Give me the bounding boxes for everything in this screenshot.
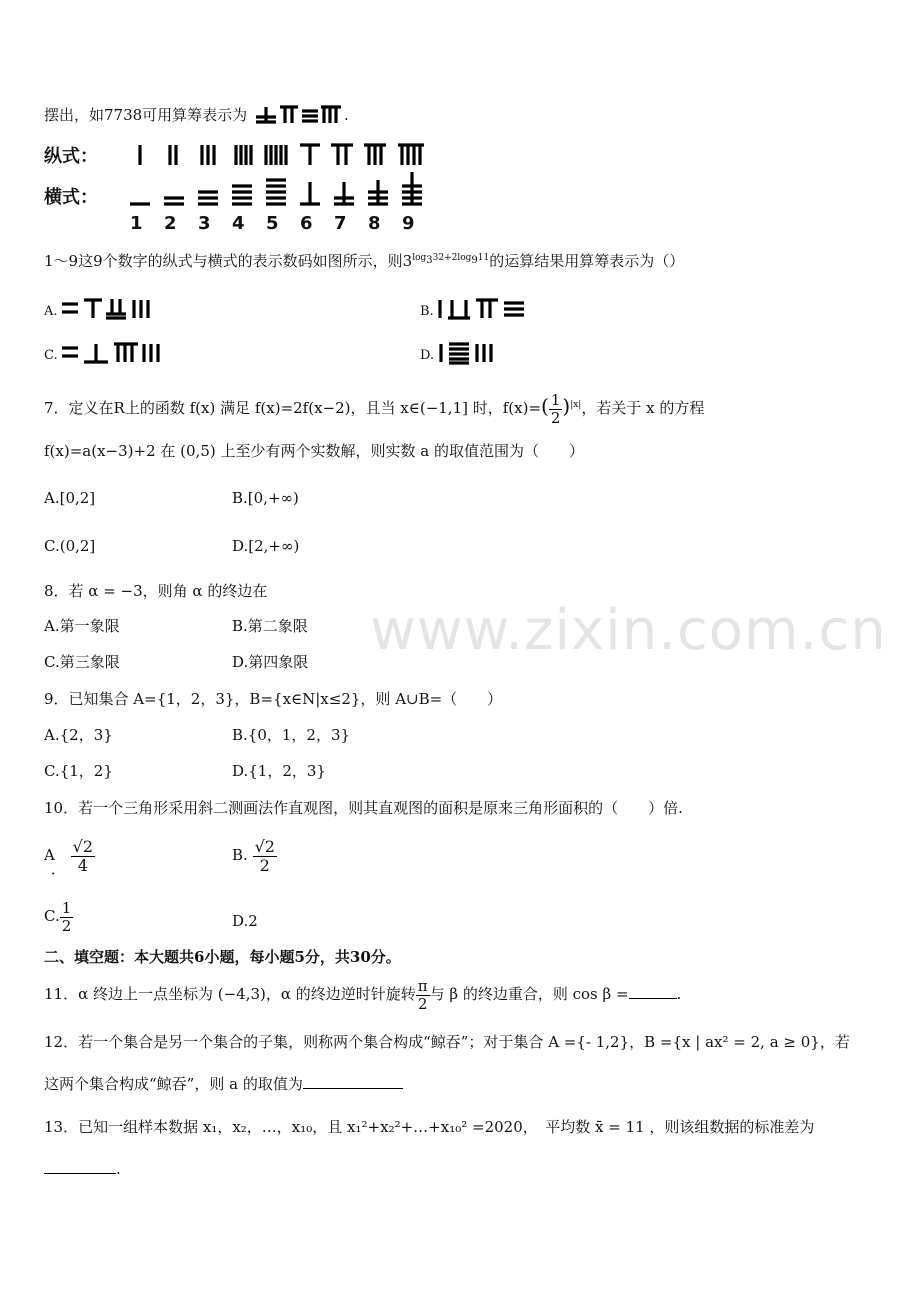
q7-frac	[549, 392, 563, 426]
q7-option-b[interactable]: B.[0,+∞)	[232, 489, 299, 507]
rod-option-b-icon	[438, 297, 548, 321]
intro-end: .	[343, 106, 349, 124]
intro-text: 摆出，如7738可用算筹表示为	[44, 106, 248, 124]
q10-a-den: 4	[77, 855, 88, 875]
q12-answer-blank[interactable]	[303, 1088, 403, 1089]
q7-option-d[interactable]: D.[2,+∞)	[232, 537, 300, 555]
q10-a-num: √2	[72, 837, 94, 856]
digit-6: 6	[300, 213, 313, 234]
q8-option-b[interactable]: B.第二象限	[232, 617, 308, 635]
q11-pre: 11．α 终边上一点坐标为 (−4,3)，α 的终边逆时针旋转	[44, 985, 416, 1003]
q8-option-a[interactable]: A.第一象限	[44, 617, 120, 635]
q6-exp-end: 11	[477, 253, 490, 263]
intro-line	[44, 103, 349, 125]
q7-frac-num: 1	[550, 391, 561, 409]
q11-frac	[416, 978, 430, 1012]
q8-option-c[interactable]: C.第三象限	[44, 653, 120, 671]
digit-4: 4	[232, 213, 245, 234]
q10-stem: 10．若一个三角形采用斜二测画法作直观图，则其直观图的面积是原来三角形面积的（ ）倍.	[44, 799, 683, 817]
q10-option-b[interactable]	[232, 838, 277, 874]
digit-7: 7	[334, 213, 347, 234]
rod-option-d-icon	[439, 341, 529, 365]
q11-answer-blank[interactable]	[629, 998, 677, 999]
q6-base: 3	[402, 252, 413, 270]
digit-3: 3	[198, 213, 211, 234]
heng-label: 横式：	[44, 187, 98, 208]
q6-option-c[interactable]	[44, 341, 172, 365]
section-2-heading: 二、填空题：本大题共6小题，每小题5分，共30分。	[44, 948, 401, 966]
q10-option-a[interactable]	[44, 838, 95, 879]
q10-b-num: √2	[254, 837, 275, 856]
q6-exp: log	[412, 253, 427, 263]
digit-9: 9	[402, 213, 415, 234]
rod-option-a-icon	[62, 297, 154, 321]
q7-option-a[interactable]: A.[0,2]	[44, 489, 96, 507]
digit-8: 8	[368, 213, 381, 234]
q9-option-b[interactable]: B.{0，1，2，3}	[232, 726, 351, 744]
q10-c-num: 1	[61, 899, 72, 917]
q10-option-c-frac	[60, 900, 74, 934]
q12-line1: 12．若一个集合是另一个集合的子集，则称两个集合构成“鲸吞”；对于集合 A ={- 1,2}，B ={x | ax² = 2, a ≥ 0}，若	[44, 1033, 850, 1051]
q9-option-c[interactable]: C.{1，2}	[44, 762, 113, 780]
q7-line1-text: 7．定义在R上的函数 f(x) 满足 f(x)=2f(x−2)，且当 x∈(−1,1] 时，f(x)=	[44, 399, 542, 417]
q6-option-c-label: C.	[44, 348, 58, 363]
q7-line1-end: ，若关于 x 的方程	[581, 399, 705, 417]
q6-option-d-label: D.	[420, 348, 435, 363]
q10-option-a-frac	[71, 838, 95, 874]
q6-option-a-label: A.	[44, 304, 58, 319]
q11-frac-num: π	[417, 977, 428, 995]
q11-post: 与 β 的终边重合，则 cos β =	[429, 985, 629, 1003]
q7-pow: |x|	[570, 400, 582, 410]
q6-stem	[44, 250, 684, 271]
q6-exp-sub2: 9	[471, 254, 478, 266]
watermark: www.zixin.com.cn	[370, 598, 887, 663]
q10-option-c-label: C.	[44, 907, 60, 925]
rod-7738-icon	[252, 103, 344, 125]
zong-row	[140, 145, 424, 165]
q8-option-d[interactable]: D.第四象限	[232, 653, 309, 671]
q6-exp-mid: 32+2log	[432, 253, 472, 263]
q10-option-b-frac	[253, 838, 277, 874]
q6-option-d[interactable]	[420, 341, 529, 365]
q6-suffix: 的运算结果用算筹表示为（）	[489, 252, 685, 270]
q12-line2	[44, 1073, 403, 1094]
q13-end: .	[116, 1160, 121, 1178]
q13-line2	[44, 1160, 121, 1178]
q6-option-b-label: B.	[420, 304, 434, 319]
q7-option-c[interactable]: C.(0,2]	[44, 537, 96, 555]
digit-5: 5	[266, 213, 279, 234]
q7-frac-den: 2	[550, 408, 561, 427]
q11-frac-den: 2	[417, 994, 428, 1013]
q7-line1: 7．定义在R上的函数 f(x) 满足 f(x)=2f(x−2)，且当 x∈(−1,1] 时，f(x)=( $\frac{1}{2}$ )$^{|x|}$，若关于 x 的方程	[44, 391, 705, 427]
q6-prefix: 1～9这9个数字的纵式与横式的表示数码如图所示，则	[44, 252, 403, 270]
digit-2: 2	[164, 213, 177, 234]
rod-option-c-icon	[62, 341, 172, 365]
q13-answer-blank[interactable]	[44, 1173, 116, 1174]
q10-option-a-label: A	[44, 846, 55, 865]
heng-row	[130, 172, 422, 204]
q9-option-d[interactable]: D.{1，2，3}	[232, 762, 326, 780]
q12-line2-text: 这两个集合构成“鲸吞”，则 a 的取值为	[44, 1075, 303, 1093]
zong-label: 纵式：	[44, 146, 98, 167]
q9-stem: 9．已知集合 A={1，2，3}，B={x∈N|x≤2}，则 A∪B=（ ）	[44, 690, 503, 708]
q6-exp-sub1: 3	[426, 254, 433, 266]
q10-option-d[interactable]: D.2	[232, 912, 258, 930]
q9-option-a[interactable]: A.{2，3}	[44, 726, 113, 744]
q7-line2: f(x)=a(x−3)+2 在 (0,5) 上至少有两个实数解，则实数 a 的取值范围为（ ）	[44, 442, 584, 460]
q10-option-b-label: B.	[232, 846, 248, 865]
q10-option-c[interactable]	[44, 900, 73, 934]
digit-1: 1	[130, 213, 143, 234]
q10-option-a-dot: ．	[50, 860, 66, 879]
q6-option-a[interactable]	[44, 297, 154, 321]
q10-c-den: 2	[61, 916, 72, 935]
q11-end: .	[676, 985, 682, 1003]
q13-line1: 13．已知一组样本数据 x₁，x₂，…，x₁₀，且 x₁²+x₂²+…+x₁₀² =2020， 平均数 x̄ = 11 ，则该组数据的标准差为	[44, 1118, 815, 1136]
q6-option-b[interactable]	[420, 297, 548, 321]
q11-line	[44, 978, 681, 1012]
q10-b-den: 2	[259, 855, 270, 875]
q8-stem: 8．若 α = −3，则角 α 的终边在	[44, 582, 268, 600]
